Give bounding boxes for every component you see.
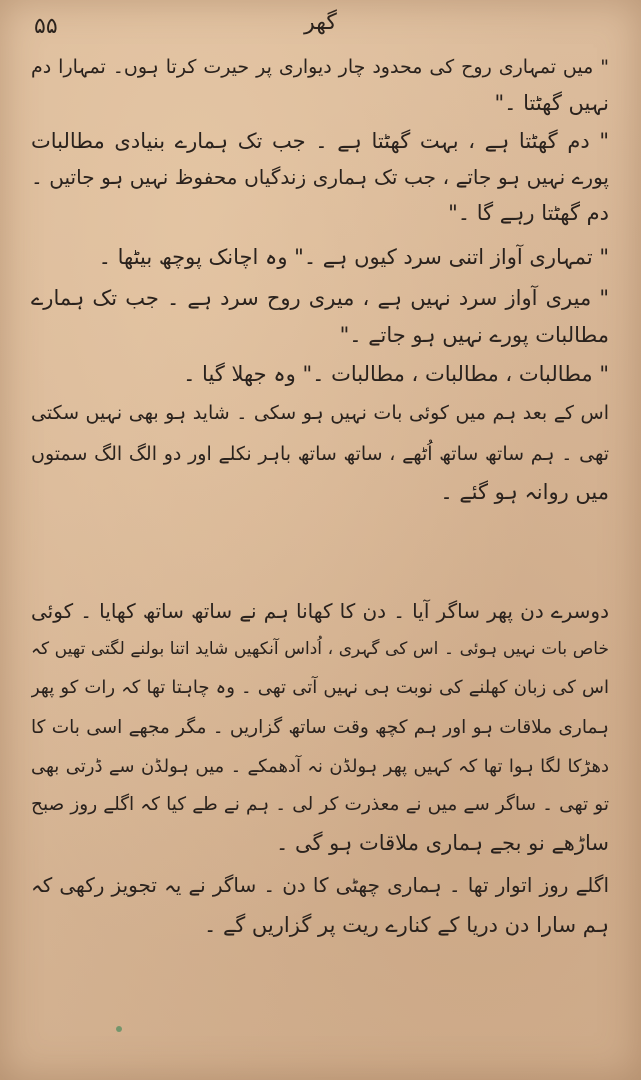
paragraph-line: اس کے بعد ہم میں کوئی بات نہیں ہو سکی ۔ شاید ہو بھی نہیں سکتی (31, 402, 609, 424)
paragraph-line: دوسرے دن پھر ساگر آیا ۔ دن کا کھانا ہم نے ساتھ ساتھ کھایا ۔ کوئی (31, 599, 609, 623)
paragraph-line: ہماری ملاقات ہو اور ہم کچھ وقت ساتھ گزاریں ۔ مگر مجھے اسی بات کا (31, 717, 609, 738)
running-header: گھر (304, 10, 337, 35)
paragraph-line: تھی ۔ ہم ساتھ ساتھ اُٹھے ، ساتھ ساتھ باہر نکلے اور دو الگ الگ سمتوں (31, 443, 609, 465)
paragraph-line: " میری آواز سرد نہیں ہے ، میری روح سرد ہے ۔ جب تک ہمارے (31, 286, 609, 310)
paper-speck (116, 1026, 122, 1032)
paragraph-line: ساڑھے نو بجے ہماری ملاقات ہو گی ۔ (275, 831, 609, 855)
page-number: ۵۵ (34, 14, 58, 39)
paragraph-line: میں روانہ ہو گئے ۔ (440, 480, 609, 504)
paragraph-line: " میں تمہاری روح کی محدود چار دیواری پر حیرت کرتا ہوں۔ تمہارا دم (31, 56, 609, 78)
paragraph-line: اس کی زبان کھلنے کی نوبت ہی نہیں آتی تھی ۔ وہ چاہتا تھا کہ رات کو پھر (31, 677, 609, 698)
paragraph-line: مطالبات پورے نہیں ہو جاتے ۔" (339, 323, 609, 347)
paragraph-line: " مطالبات ، مطالبات ، مطالبات ۔" وہ جھلا گیا ۔ (183, 362, 609, 386)
paragraph-line: دھڑکا لگا ہوا تھا کہ کہیں پھر ہولڈن نہ آدھمکے ۔ میں ہولڈن سے ڈرتی بھی (31, 756, 609, 777)
paragraph-line: " دم گھٹتا ہے ، بہت گھٹتا ہے ۔ جب تک ہمارے بنیادی مطالبات (31, 129, 609, 153)
paragraph-line: ہم سارا دن دریا کے کنارے ریت پر گزاریں گے ۔ (203, 913, 609, 937)
paragraph-line: پورے نہیں ہو جاتے ، جب تک ہماری زندگیاں محفوظ نہیں ہو جاتیں ۔ (31, 165, 609, 189)
paragraph-line: " تمہاری آواز اتنی سرد کیوں ہے ۔" وہ اچانک پوچھ بیٹھا ۔ (98, 245, 609, 269)
paragraph-line: اگلے روز اتوار تھا ۔ ہماری چھٹی کا دن ۔ ساگر نے یہ تجویز رکھی کہ (31, 873, 609, 897)
paragraph-line: خاص بات نہیں ہوئی ۔ اس کی گہری ، اُداس آنکھیں شاید اتنا بولنے لگتی تھیں کہ (31, 639, 609, 659)
paragraph-line: تو تھی ۔ ساگر سے میں نے معذرت کر لی ۔ ہم نے طے کیا کہ اگلے روز صبح (31, 794, 609, 815)
paragraph-line: نہیں گھٹتا ۔" (494, 91, 609, 115)
paragraph-line: دم گھٹتا رہے گا ۔" (448, 201, 609, 225)
